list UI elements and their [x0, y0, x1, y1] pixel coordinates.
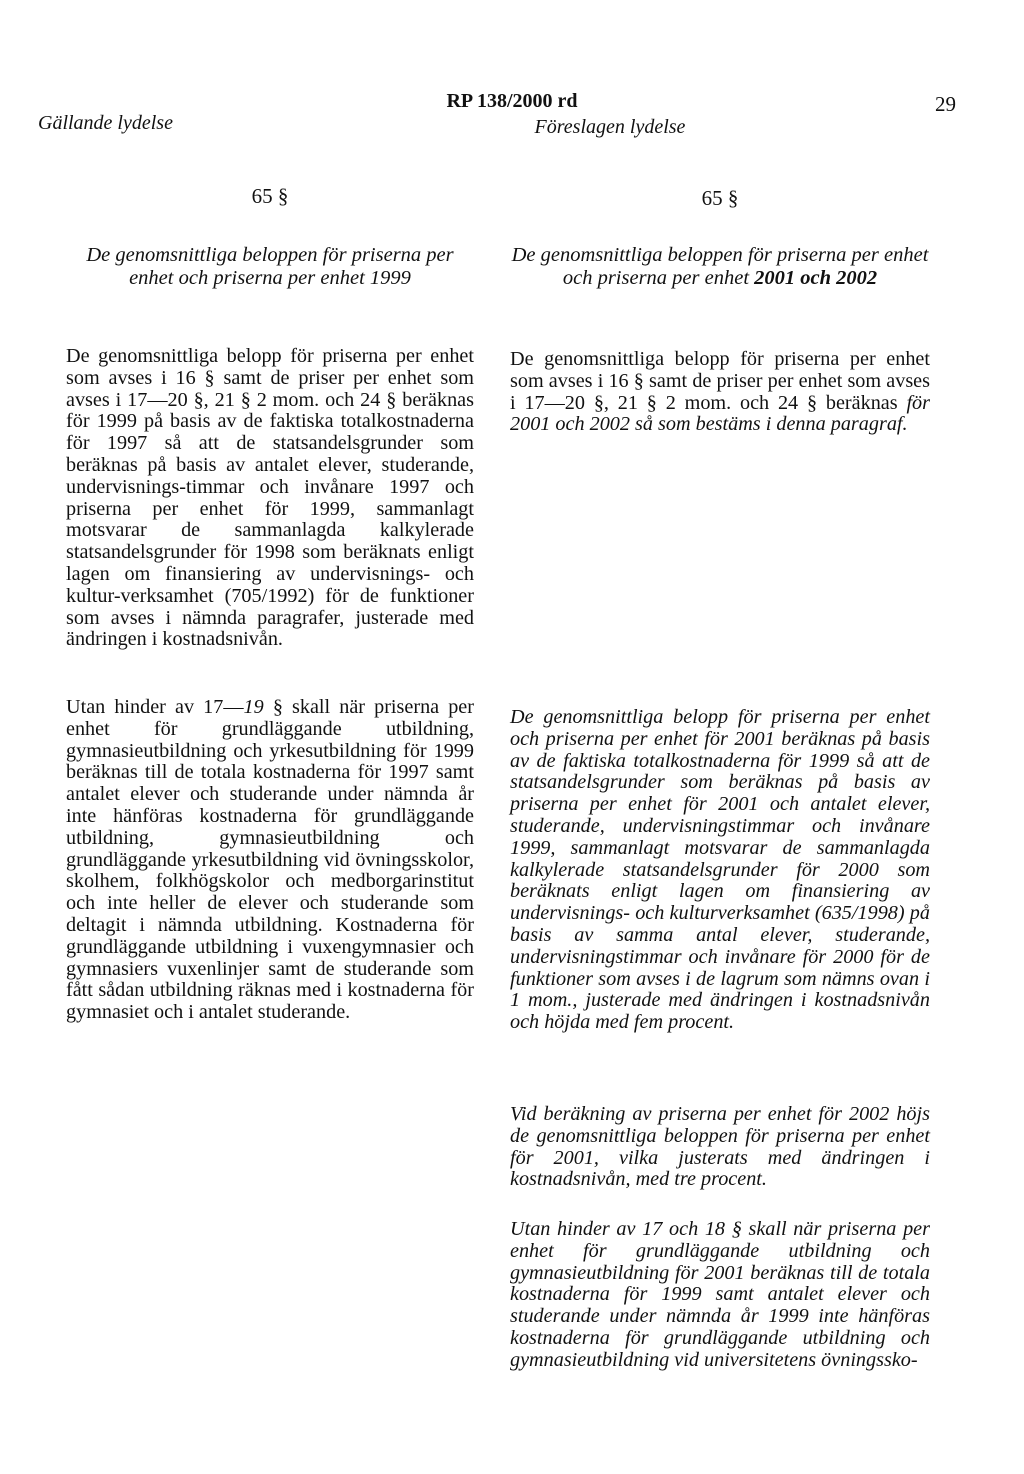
left-paragraph-2-start: Utan hinder av 17—	[66, 696, 244, 718]
page-number: 29	[935, 92, 956, 116]
left-paragraph-1: De genomsnittliga belopp för priserna per enhet som avses i 16 § samt de priser per enhet som avses i 17—20 §, 21 § 2 mom. och 24 § beräknas för 1999 på basis av de faktiska totalkostnaderna för 1997 så att de statsandelsgrunder som beräknas på basis av antalet elever, studerande, undervisnings-timmar och invånare 1997 och priserna per enhet för 1999, sammanlagt motsvarar de sammanlagda kalkylerade statsandelsgrunder för 1998 som beräknats enligt lagen om finansiering av undervisnings- och kultur-verksamhet (705/1992) för de funktioner som avses i nämnda paragrafer, justerade med ändringen i kostnadsnivån.	[66, 345, 474, 651]
right-heading-start: De genomsnittliga beloppen för priserna per enhet och priserna per enhet	[511, 244, 929, 289]
right-paragraph-1-italic: för 2001 och 2002 så som bestäms i denna paragraf.	[510, 391, 930, 436]
left-paragraph-2-rest: § skall när priserna per enhet för grundläggande utbildning, gymnasieutbildning och yrkesutbildning för 1999 beräknas till de totala kostnaderna för 1997 samt antalet elever och studerande under nämnda år inte hänföras kostnaderna för grundläggande utbildning, gymnasieutbildning och grundläggande yrkesutbildning vid övningsskolor, skolhem, folkhögskolor och medborgarinstitut och inte heller de elever och studerande som deltagit i nämnda utbildning. Kostnaderna för grundläggande utbildning i vuxengymnasier och gymnasiers vuxenlinjer samt de studerande som fått sådan utbildning räknas med i kostnaderna för gymnasiet och i antalet studerande.	[66, 696, 474, 1024]
right-paragraph-1-start: De genomsnittliga belopp för priserna per enhet som avses i 16 § samt de priser per enhet som avses i 17—20 §, 21 § 2 mom. och 24 § beräknas	[510, 348, 930, 414]
right-section-number: 65 §	[701, 186, 739, 210]
left-section-heading: De genomsnittliga beloppen för priserna per enhet och priserna per enhet 1999	[86, 244, 454, 289]
left-section-number: 65 §	[251, 184, 289, 208]
left-paragraph-2	[66, 697, 474, 1024]
current-wording-label: Gällande lydelse	[38, 112, 173, 134]
right-paragraph-4: Utan hinder av 17 och 18 § skall när priserna per enhet för grundläggande utbildning och gymnasieutbildning för 2001 beräknas till de totala kostnaderna för 1999 samt antalet elever och studerande under nämnda år 1999 inte hänföras kostnaderna för grundläggande utbildning och gymnasieutbildning vid universitetens övningssko-	[510, 1218, 930, 1371]
right-section-heading	[510, 244, 930, 290]
left-paragraph-2-italic: 19	[243, 696, 264, 718]
right-paragraph-3: Vid beräkning av priserna per enhet för 2002 höjs de genomsnittliga beloppen för priserna per enhet för 2001, vilka justerats med ändringen i kostnadsnivån, med tre procent.	[510, 1103, 930, 1191]
right-paragraph-2: De genomsnittliga belopp för priserna per enhet och priserna per enhet för 2001 beräknas på basis av de faktiska totalkostnaderna för 1999 så att de statsandelsgrunder som beräknas på basis av priserna per enhet för 2001 och antalet elever, studerande, undervisningstimmar och invånare 1999, sammanlagt motsvarar de sammanlagda kalkylerade statsandelsgrunder för 2000 som beräknats enligt lagen om finansiering av undervisnings- och kulturverksamhet (635/1998) på basis av samma antal elever, studerande, undervisningstimmar och invånare för 2000 för de funktioner som avses i de lagrum som nämns ovan i 1 mom., justerade med ändringen i kostnadsnivån och höjda med fem procent.	[510, 706, 930, 1034]
right-paragraph-1	[510, 349, 930, 436]
right-heading-years: 2001 och 2002	[754, 267, 878, 289]
document-title: RP 138/2000 rd	[446, 90, 578, 112]
proposed-wording-label: Föreslagen lydelse	[534, 116, 686, 138]
